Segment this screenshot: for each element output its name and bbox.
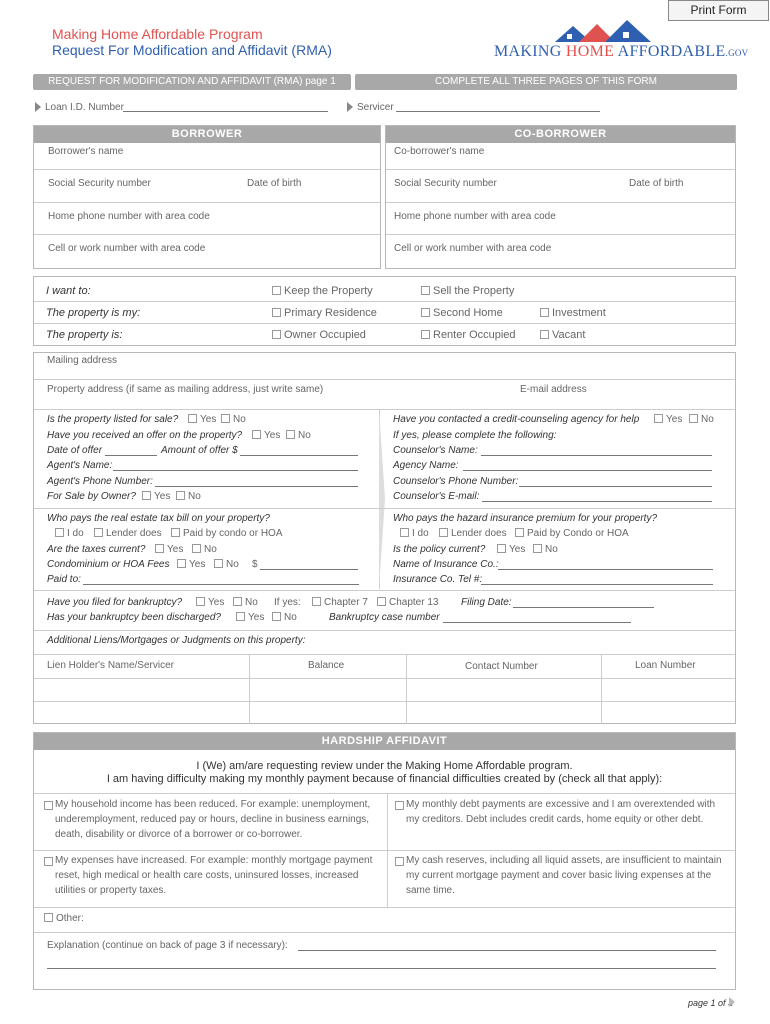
explanation-field-2[interactable] [47, 968, 716, 969]
checkbox[interactable] [272, 612, 281, 621]
divider-arrow-icon [374, 409, 386, 589]
vacant-option[interactable]: Vacant [540, 329, 585, 341]
coborrower-cell-label[interactable]: Cell or work number with area code [394, 243, 552, 254]
checkbox[interactable] [196, 597, 205, 606]
checkbox[interactable] [540, 330, 549, 339]
borrower-ssn-label[interactable]: Social Security number [48, 178, 151, 189]
insurance-co-field[interactable] [498, 569, 713, 570]
bankruptcy-question: Have you filed for bankruptcy? [47, 597, 183, 608]
checkbox[interactable] [252, 430, 261, 439]
sell-option[interactable]: Sell the Property [421, 285, 514, 297]
checkbox[interactable] [689, 414, 698, 423]
discharged-yes[interactable]: Yes [236, 612, 264, 623]
taxes-current-yes[interactable]: Yes [155, 544, 183, 555]
checkbox[interactable] [44, 913, 53, 922]
checkbox[interactable] [44, 801, 53, 810]
checkbox[interactable] [236, 612, 245, 621]
loan-id-field[interactable] [123, 111, 328, 112]
lien-col-balance: Balance [308, 660, 345, 671]
condo-amount-field[interactable] [260, 569, 358, 570]
checkbox[interactable] [188, 414, 197, 423]
checkbox[interactable] [176, 491, 185, 500]
hazard-lender[interactable]: Lender does [439, 528, 507, 539]
paid-to-label: Paid to: [47, 574, 81, 585]
hardship-income: My household income has been reduced. For example: unemployment, underemployment, reduced pay or hours, decline in business earnings, death, disability or divorce of a borrower or co-borrower. [55, 799, 371, 840]
hazard-ido[interactable]: I do [400, 528, 429, 539]
hazard-hoa[interactable]: Paid by Condo or HOA [515, 528, 629, 539]
listed-yes[interactable]: Yes [188, 414, 216, 425]
checkbox[interactable] [44, 857, 53, 866]
counselor-name-label: Counselor's Name: [393, 445, 478, 456]
discharged-question: Has your bankruptcy been discharged? [47, 612, 221, 623]
fsbo-label: For Sale by Owner? [47, 491, 136, 502]
offer-yes[interactable]: Yes [252, 430, 280, 441]
tax-lender[interactable]: Lender does [94, 528, 162, 539]
credit-no[interactable]: No [689, 414, 714, 425]
checkbox[interactable] [377, 597, 386, 606]
condo-yes[interactable]: Yes [177, 559, 205, 570]
checkbox[interactable] [421, 308, 430, 317]
investment-option[interactable]: Investment [540, 307, 606, 319]
checkbox[interactable] [155, 544, 164, 553]
renter-occupied-option[interactable]: Renter Occupied [421, 329, 516, 341]
borrower-dob-label[interactable]: Date of birth [247, 178, 302, 189]
listed-no[interactable]: No [221, 414, 246, 425]
paid-to-field[interactable] [83, 584, 359, 585]
explanation-field[interactable] [298, 950, 716, 951]
lien-col-holder: Lien Holder's Name/Servicer [47, 660, 174, 671]
section-bar-left: REQUEST FOR MODIFICATION AND AFFIDAVIT (RMA) page 1 [33, 74, 351, 90]
primary-option[interactable]: Primary Residence [272, 307, 377, 319]
hardship-other[interactable]: Other: [44, 913, 84, 924]
insurance-tel-label: Insurance Co. Tel #: [393, 574, 483, 585]
checkbox[interactable] [233, 597, 242, 606]
agent-name-label: Agent's Name: [47, 460, 113, 471]
insurance-co-label: Name of Insurance Co.: [393, 559, 499, 570]
borrower-cell-label[interactable]: Cell or work number with area code [48, 243, 206, 254]
want-label: I want to: [46, 285, 91, 297]
property-my-label: The property is my: [46, 307, 141, 319]
agency-name-label: Agency Name: [393, 460, 459, 471]
amount-offer-field[interactable] [240, 455, 358, 456]
date-offer-field[interactable] [105, 455, 157, 456]
borrower-home-phone-label[interactable]: Home phone number with area code [48, 211, 210, 222]
checkbox[interactable] [286, 430, 295, 439]
offer-no[interactable]: No [286, 430, 311, 441]
condo-fees-label: Condominium or HOA Fees [47, 559, 170, 570]
checkbox[interactable] [214, 559, 223, 568]
house-logo-icon [543, 20, 663, 42]
condo-dollar: $ [252, 559, 258, 570]
section-bar-right: COMPLETE ALL THREE PAGES OF THIS FORM [355, 74, 737, 90]
bankruptcy-no[interactable]: No [233, 597, 258, 608]
counselor-name-field[interactable] [481, 455, 712, 456]
checkbox[interactable] [497, 544, 506, 553]
complete-following: If yes, please complete the following: [393, 430, 557, 441]
next-arrow-icon [729, 997, 735, 1007]
owner-occupied-option[interactable]: Owner Occupied [272, 329, 366, 341]
counselor-phone-label: Counselor's Phone Number: [393, 476, 519, 487]
hardship-header: HARDSHIP AFFIDAVIT [34, 733, 735, 750]
form-title: Request For Modification and Affidavit (RMA) [52, 42, 332, 58]
filing-date-field[interactable] [513, 607, 654, 608]
page-number: page 1 of 3 [688, 998, 734, 1008]
case-number-label: Bankruptcy case number [329, 612, 440, 623]
policy-yes[interactable]: Yes [497, 544, 525, 555]
checkbox[interactable] [421, 330, 430, 339]
checkbox[interactable] [142, 491, 151, 500]
chapter13-option[interactable]: Chapter 13 [377, 597, 438, 608]
checkbox[interactable] [312, 597, 321, 606]
checkbox[interactable] [55, 528, 64, 537]
checkbox[interactable] [421, 286, 430, 295]
liens-label: Additional Liens/Mortgages or Judgments on this property: [47, 635, 306, 646]
tax-ido[interactable]: I do [55, 528, 84, 539]
if-yes-label: If yes: [274, 597, 301, 608]
agent-name-field[interactable] [113, 470, 358, 471]
checkbox[interactable] [400, 528, 409, 537]
hardship-intro1: I (We) am/are requesting review under the Making Home Affordable program. [196, 760, 573, 772]
coborrower-home-phone-label[interactable]: Home phone number with area code [394, 211, 556, 222]
hardship-reserves: My cash reserves, including all liquid assets, are insufficient to maintain my current mortgage payment and cover basic living expenses at the same time. [406, 855, 722, 896]
counselor-email-field[interactable] [482, 501, 712, 502]
checkbox[interactable] [515, 528, 524, 537]
counselor-email-label: Counselor's E-mail: [393, 491, 480, 502]
chapter7-option[interactable]: Chapter 7 [312, 597, 368, 608]
loan-id-label: Loan I.D. Number [45, 102, 124, 113]
checkbox[interactable] [540, 308, 549, 317]
checkbox[interactable] [395, 857, 404, 866]
checkbox[interactable] [533, 544, 542, 553]
agent-phone-field[interactable] [155, 486, 358, 487]
checkbox[interactable] [272, 308, 281, 317]
agent-phone-label: Agent's Phone Number: [47, 476, 153, 487]
filing-date-label: Filing Date: [461, 597, 512, 608]
listed-question: Is the property listed for sale? [47, 414, 179, 425]
hardship-debt: My monthly debt payments are excessive and I am overextended with my creditors. Debt includes credit cards, home equity or other debt. [406, 799, 716, 825]
keep-option[interactable]: Keep the Property [272, 285, 373, 297]
checkbox[interactable] [177, 559, 186, 568]
borrower-header: BORROWER [34, 126, 380, 143]
hardship-expenses: My expenses have increased. For example: monthly mortgage payment reset, high medical or health care costs, uninsured losses, increased utilities or property taxes. [55, 855, 373, 896]
checkbox[interactable] [439, 528, 448, 537]
case-number-field[interactable] [443, 622, 631, 623]
email-label[interactable]: E-mail address [520, 384, 587, 395]
checkbox[interactable] [171, 528, 180, 537]
coborrower-dob-label[interactable]: Date of birth [629, 178, 684, 189]
counselor-phone-field[interactable] [519, 486, 712, 487]
credit-question: Have you contacted a credit-counseling agency for help [393, 414, 640, 425]
bankruptcy-yes[interactable]: Yes [196, 597, 224, 608]
second-home-option[interactable]: Second Home [421, 307, 503, 319]
mailing-address-label[interactable]: Mailing address [47, 355, 118, 366]
checkbox[interactable] [272, 330, 281, 339]
servicer-field[interactable] [396, 111, 600, 112]
discharged-no[interactable]: No [272, 612, 297, 623]
coborrower-box [385, 125, 736, 269]
servicer-label: Servicer [357, 102, 394, 113]
checkbox[interactable] [395, 801, 404, 810]
taxes-current-label: Are the taxes current? [47, 544, 146, 555]
coborrower-name-label[interactable]: Co-borrower's name [394, 146, 485, 157]
agency-name-field[interactable] [463, 470, 712, 471]
fsbo-yes[interactable]: Yes [142, 491, 170, 502]
program-title: Making Home Affordable Program [52, 26, 263, 42]
property-is-label: The property is: [46, 329, 123, 341]
arrow-icon [347, 102, 353, 112]
brand-logo: MAKING HOME AFFORDABLE.GOV [494, 43, 749, 60]
checkbox[interactable] [94, 528, 103, 537]
offer-question: Have you received an offer on the property? [47, 430, 243, 441]
policy-no[interactable]: No [533, 544, 558, 555]
tax-hoa[interactable]: Paid by condo or HOA [171, 528, 283, 539]
checkbox[interactable] [221, 414, 230, 423]
arrow-icon [35, 102, 41, 112]
checkbox[interactable] [654, 414, 663, 423]
tax-question: Who pays the real estate tax bill on your property? [47, 513, 270, 524]
taxes-current-no[interactable]: No [192, 544, 217, 555]
amount-offer-label: Amount of offer $ [161, 445, 238, 456]
coborrower-header: CO-BORROWER [386, 126, 735, 143]
borrower-box [33, 125, 381, 269]
lien-col-contact: Contact Number [465, 661, 538, 672]
coborrower-ssn-label[interactable]: Social Security number [394, 178, 497, 189]
checkbox[interactable] [192, 544, 201, 553]
policy-current-label: Is the policy current? [393, 544, 486, 555]
lien-col-loan: Loan Number [635, 660, 696, 671]
hazard-question: Who pays the hazard insurance premium for your property? [393, 513, 658, 524]
fsbo-no[interactable]: No [176, 491, 201, 502]
property-address-label[interactable]: Property address (if same as mailing address, just write same) [47, 384, 324, 395]
checkbox[interactable] [272, 286, 281, 295]
insurance-tel-field[interactable] [481, 584, 713, 585]
borrower-name-label[interactable]: Borrower's name [48, 146, 124, 157]
credit-yes[interactable]: Yes [654, 414, 682, 425]
condo-no[interactable]: No [214, 559, 239, 570]
date-offer-label: Date of offer [47, 445, 103, 456]
explanation-label: Explanation (continue on back of page 3 if necessary): [47, 940, 288, 951]
print-form-button[interactable]: Print Form [668, 0, 769, 21]
hardship-intro2: I am having difficulty making my monthly payment because of financial difficulties created by (check all that apply): [106, 773, 663, 785]
